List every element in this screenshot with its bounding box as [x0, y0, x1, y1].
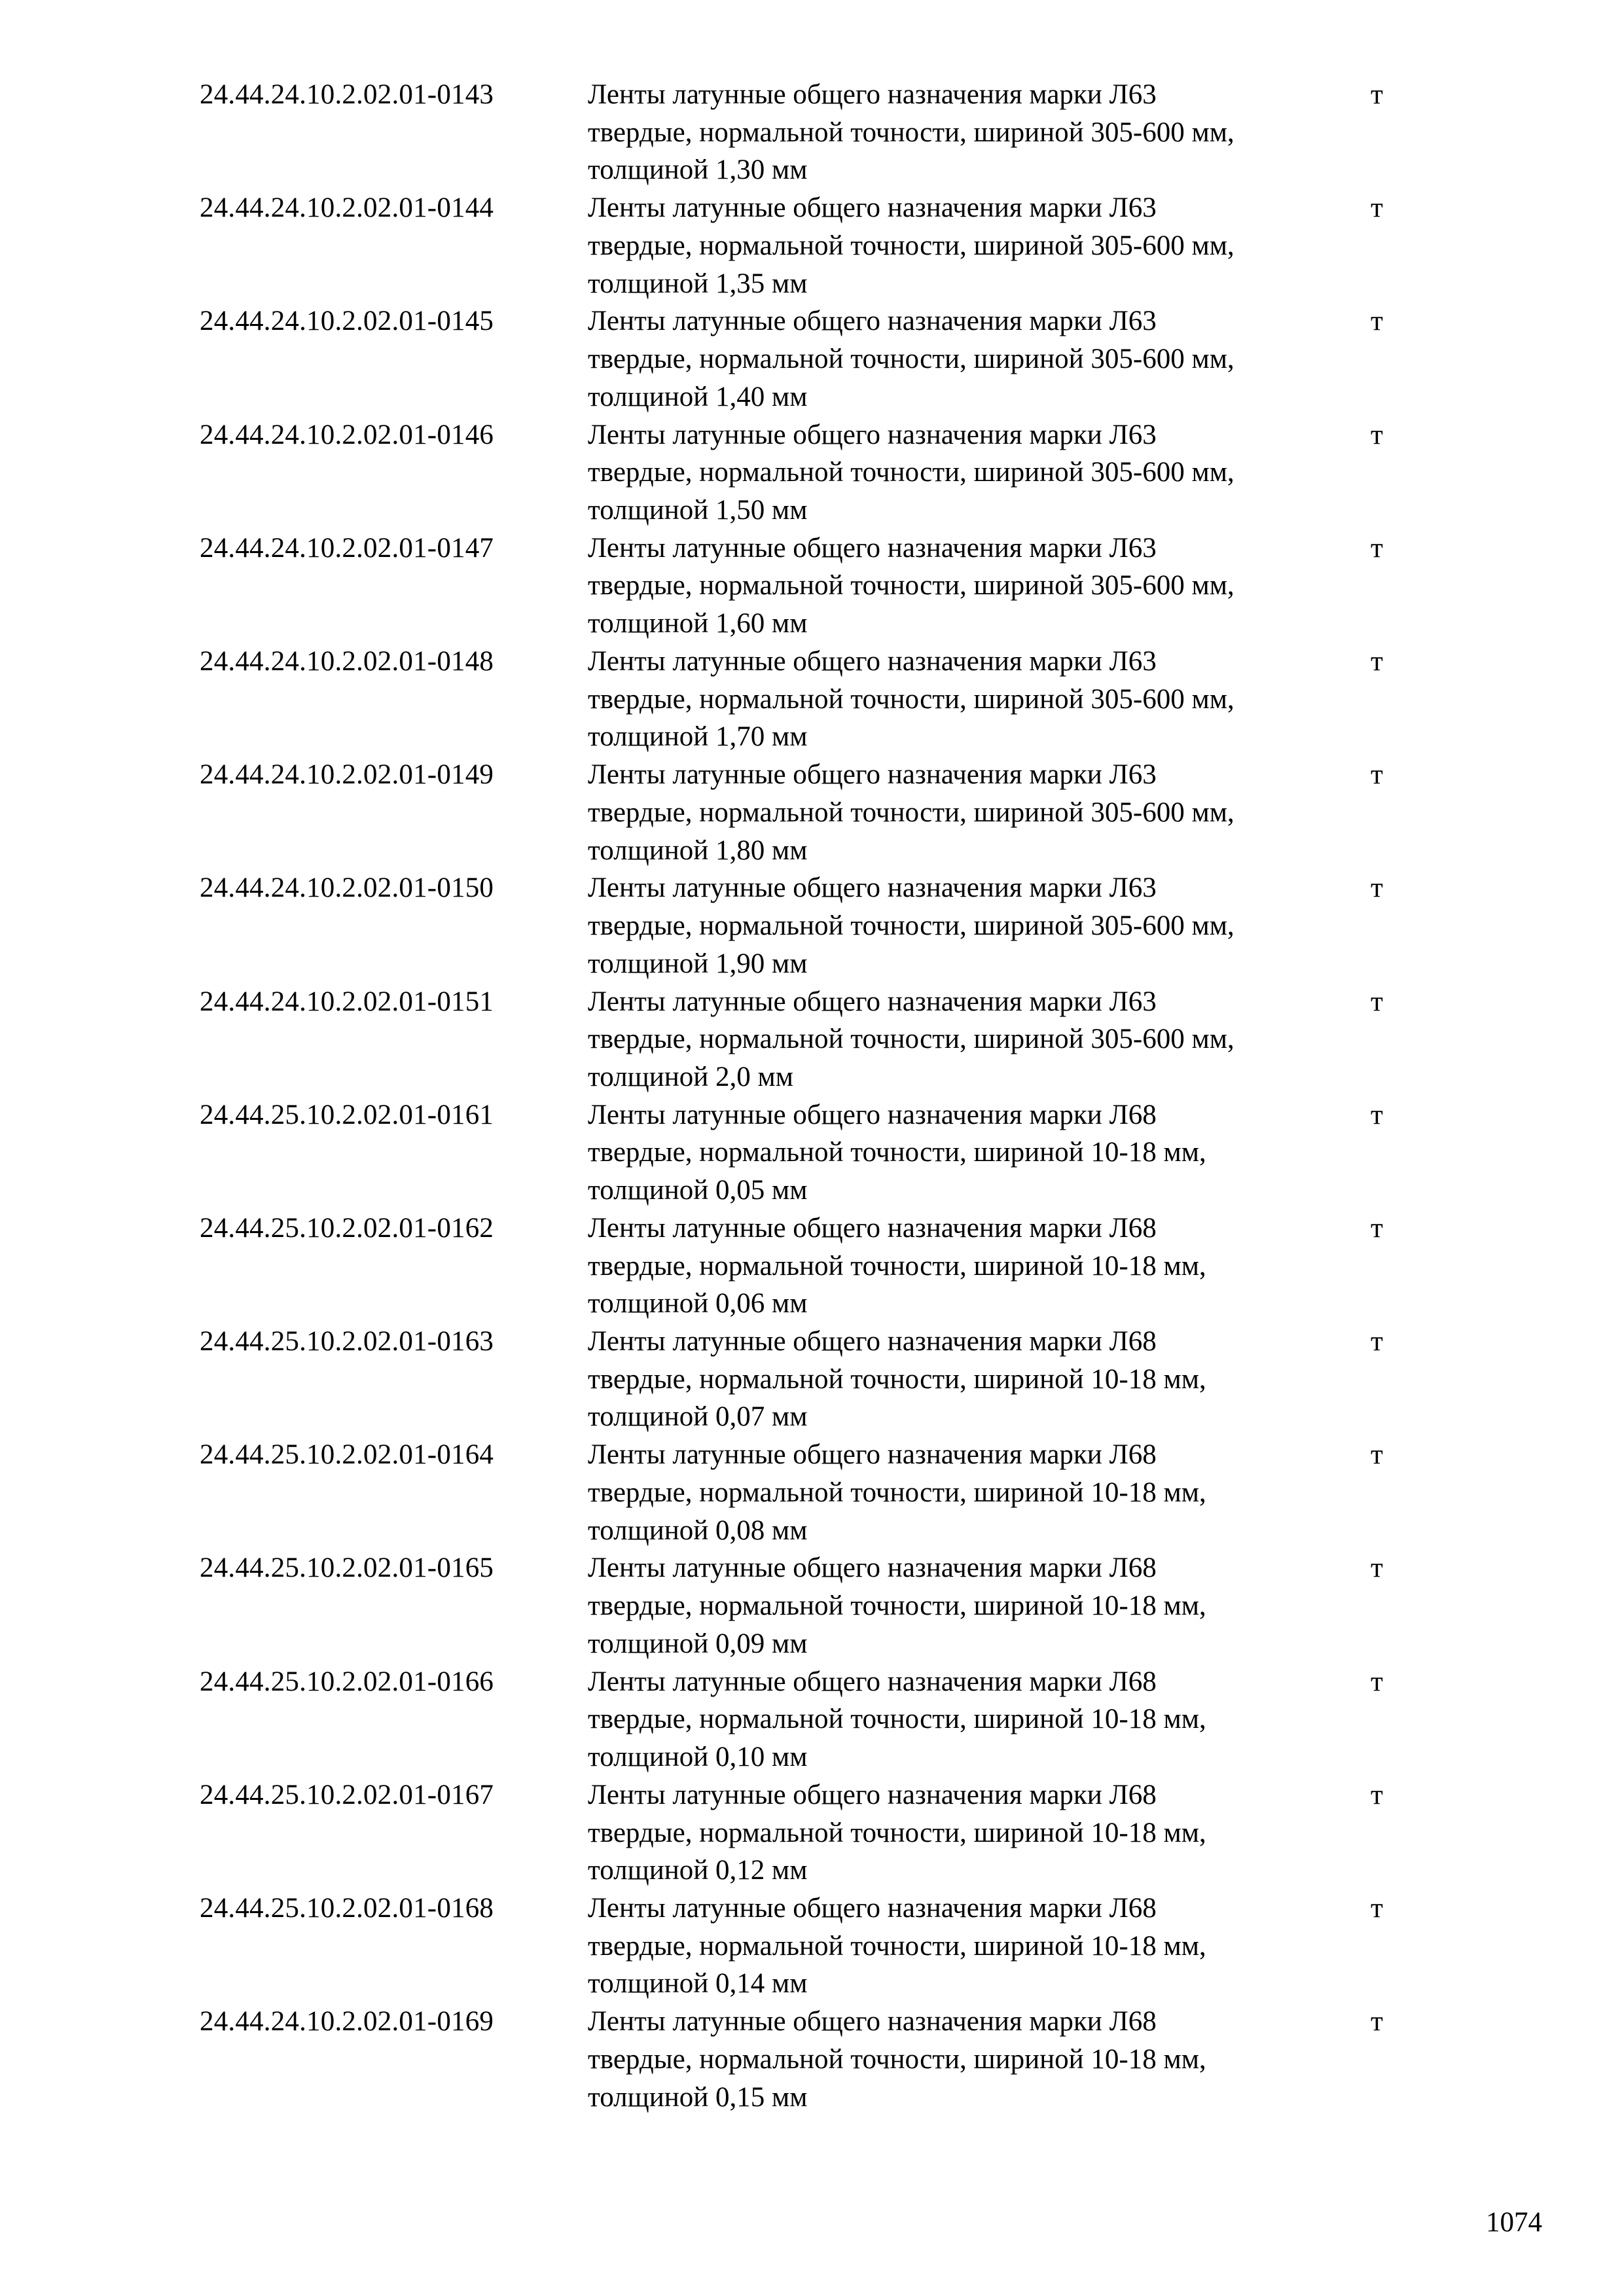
- description-line: Ленты латунные общего назначения марки Л68: [588, 1099, 1157, 1130]
- description-line: твердые, нормальной точности, шириной 10-18 мм,: [588, 1817, 1206, 1848]
- entry-list: [200, 76, 1443, 2116]
- description-line: Ленты латунные общего назначения марки Л63: [588, 306, 1157, 337]
- description-line: Ленты латунные общего назначения марки Л68: [588, 1666, 1157, 1697]
- entry-code: 24.44.25.10.2.02.01-0161: [200, 1099, 494, 1130]
- description-line: твердые, нормальной точности, шириной 10-18 мм,: [588, 1590, 1206, 1622]
- description-line: толщиной 1,70 мм: [588, 721, 808, 753]
- entry-row: [200, 1096, 1443, 1210]
- entry-unit: т: [1371, 306, 1383, 337]
- entry-row: [200, 1549, 1443, 1662]
- entry-row: [200, 416, 1443, 529]
- entry-description: [588, 643, 1371, 756]
- description-line: твердые, нормальной точности, шириной 10-18 мм,: [588, 1137, 1206, 1168]
- entry-unit: т: [1371, 419, 1383, 450]
- entry-unit: т: [1371, 1099, 1383, 1130]
- entry-unit: т: [1371, 532, 1383, 564]
- entry-code: 24.44.24.10.2.02.01-0147: [200, 532, 494, 564]
- entry-code: 24.44.24.10.2.02.01-0169: [200, 2006, 494, 2037]
- entry-code: 24.44.24.10.2.02.01-0151: [200, 986, 494, 1017]
- description-line: твердые, нормальной точности, шириной 305-600 мм,: [588, 1024, 1235, 1055]
- description-line: толщиной 2,0 мм: [588, 1061, 793, 1092]
- description-line: толщиной 1,80 мм: [588, 834, 808, 866]
- entry-description: [588, 189, 1371, 302]
- description-line: Ленты латунные общего назначения марки Л63: [588, 759, 1157, 791]
- entry-unit: т: [1371, 759, 1383, 791]
- entry-description: [588, 1663, 1371, 1776]
- description-line: твердые, нормальной точности, шириной 305-600 мм,: [588, 117, 1235, 148]
- description-line: твердые, нормальной точности, шириной 305-600 мм,: [588, 683, 1235, 715]
- entry-code: 24.44.25.10.2.02.01-0165: [200, 1552, 494, 1584]
- entry-row: [200, 1663, 1443, 1776]
- description-line: толщиной 1,35 мм: [588, 268, 808, 299]
- description-line: толщиной 1,50 мм: [588, 494, 808, 526]
- description-line: твердые, нормальной точности, шириной 10-18 мм,: [588, 1477, 1206, 1508]
- entry-unit: т: [1371, 1893, 1383, 1924]
- entry-unit: т: [1371, 1666, 1383, 1697]
- entry-code: 24.44.25.10.2.02.01-0168: [200, 1893, 494, 1924]
- description-line: Ленты латунные общего назначения марки Л68: [588, 1212, 1157, 1244]
- page-number: 1074: [1486, 2207, 1542, 2238]
- entry-description: [588, 529, 1371, 643]
- entry-row: [200, 302, 1443, 416]
- entry-description: [588, 869, 1371, 982]
- description-line: Ленты латунные общего назначения марки Л63: [588, 419, 1157, 450]
- description-line: твердые, нормальной точности, шириной 305-600 мм,: [588, 570, 1235, 601]
- description-line: Ленты латунные общего назначения марки Л63: [588, 79, 1157, 110]
- description-line: толщиной 0,12 мм: [588, 1855, 808, 1886]
- entry-code: 24.44.25.10.2.02.01-0163: [200, 1326, 494, 1357]
- entry-description: [588, 1549, 1371, 1662]
- description-line: Ленты латунные общего назначения марки Л63: [588, 645, 1157, 677]
- entry-code: 24.44.24.10.2.02.01-0150: [200, 872, 494, 904]
- description-line: твердые, нормальной точности, шириной 10-18 мм,: [588, 1704, 1206, 1735]
- description-line: Ленты латунные общего назначения марки Л63: [588, 872, 1157, 904]
- description-line: Ленты латунные общего назначения марки Л68: [588, 1893, 1157, 1924]
- description-line: толщиной 1,30 мм: [588, 154, 808, 186]
- description-line: твердые, нормальной точности, шириной 305-600 мм,: [588, 797, 1235, 828]
- entry-row: [200, 529, 1443, 643]
- description-line: толщиной 0,10 мм: [588, 1742, 808, 1773]
- entry-description: [588, 416, 1371, 529]
- entry-unit: т: [1371, 1552, 1383, 1584]
- entry-description: [588, 76, 1371, 189]
- entry-code: 24.44.24.10.2.02.01-0144: [200, 192, 494, 224]
- entry-description: [588, 983, 1371, 1096]
- description-line: твердые, нормальной точности, шириной 10-18 мм,: [588, 2043, 1206, 2075]
- entry-row: [200, 983, 1443, 1096]
- entry-description: [588, 1776, 1371, 1890]
- entry-unit: т: [1371, 1212, 1383, 1244]
- description-line: толщиной 0,09 мм: [588, 1628, 808, 1659]
- entry-row: [200, 189, 1443, 302]
- description-line: толщиной 0,07 мм: [588, 1401, 808, 1433]
- description-line: твердые, нормальной точности, шириной 305-600 мм,: [588, 457, 1235, 488]
- description-line: твердые, нормальной точности, шириной 305-600 мм,: [588, 910, 1235, 942]
- description-line: Ленты латунные общего назначения марки Л68: [588, 1552, 1157, 1584]
- entry-unit: т: [1371, 1326, 1383, 1357]
- entry-unit: т: [1371, 1779, 1383, 1810]
- entry-unit: т: [1371, 645, 1383, 677]
- entry-description: [588, 1890, 1371, 2003]
- entry-code: 24.44.24.10.2.02.01-0149: [200, 759, 494, 791]
- entry-row: [200, 1323, 1443, 1436]
- entry-row: [200, 643, 1443, 756]
- description-line: Ленты латунные общего назначения марки Л63: [588, 532, 1157, 564]
- description-line: толщиной 1,90 мм: [588, 948, 808, 979]
- entry-code: 24.44.25.10.2.02.01-0167: [200, 1779, 494, 1810]
- entry-row: [200, 1890, 1443, 2003]
- entry-unit: т: [1371, 986, 1383, 1017]
- entry-row: [200, 869, 1443, 982]
- description-line: Ленты латунные общего назначения марки Л68: [588, 1439, 1157, 1471]
- entry-code: 24.44.25.10.2.02.01-0164: [200, 1439, 494, 1471]
- entry-unit: т: [1371, 192, 1383, 224]
- entry-unit: т: [1371, 872, 1383, 904]
- entry-row: [200, 2003, 1443, 2116]
- entry-code: 24.44.24.10.2.02.01-0148: [200, 645, 494, 677]
- description-line: Ленты латунные общего назначения марки Л68: [588, 2006, 1157, 2037]
- description-line: твердые, нормальной точности, шириной 10-18 мм,: [588, 1250, 1206, 1282]
- description-line: твердые, нормальной точности, шириной 10-18 мм,: [588, 1930, 1206, 1962]
- entry-row: [200, 756, 1443, 869]
- entry-row: [200, 1776, 1443, 1890]
- description-line: твердые, нормальной точности, шириной 10-18 мм,: [588, 1363, 1206, 1395]
- entry-unit: т: [1371, 79, 1383, 110]
- entry-code: 24.44.24.10.2.02.01-0143: [200, 79, 494, 110]
- entry-description: [588, 1210, 1371, 1323]
- description-line: твердые, нормальной точности, шириной 305-600 мм,: [588, 230, 1235, 261]
- entry-description: [588, 1323, 1371, 1436]
- entry-code: 24.44.25.10.2.02.01-0166: [200, 1666, 494, 1697]
- entry-unit: т: [1371, 2006, 1383, 2037]
- entry-description: [588, 756, 1371, 869]
- entry-row: [200, 76, 1443, 189]
- description-line: Ленты латунные общего назначения марки Л68: [588, 1779, 1157, 1810]
- entry-row: [200, 1436, 1443, 1549]
- description-line: толщиной 1,40 мм: [588, 381, 808, 412]
- description-line: толщиной 0,05 мм: [588, 1175, 808, 1206]
- entry-code: 24.44.25.10.2.02.01-0162: [200, 1212, 494, 1244]
- entry-row: [200, 1210, 1443, 1323]
- entry-code: 24.44.24.10.2.02.01-0145: [200, 306, 494, 337]
- entry-description: [588, 1096, 1371, 1210]
- description-line: толщиной 1,60 мм: [588, 608, 808, 639]
- description-line: толщиной 0,06 мм: [588, 1288, 808, 1319]
- entry-description: [588, 302, 1371, 416]
- description-line: толщиной 0,15 мм: [588, 2081, 808, 2113]
- description-line: Ленты латунные общего назначения марки Л63: [588, 986, 1157, 1017]
- description-line: толщиной 0,08 мм: [588, 1515, 808, 1546]
- entry-unit: т: [1371, 1439, 1383, 1471]
- entry-description: [588, 1436, 1371, 1549]
- entry-description: [588, 2003, 1371, 2116]
- description-line: Ленты латунные общего назначения марки Л63: [588, 192, 1157, 224]
- entry-code: 24.44.24.10.2.02.01-0146: [200, 419, 494, 450]
- description-line: Ленты латунные общего назначения марки Л68: [588, 1326, 1157, 1357]
- description-line: твердые, нормальной точности, шириной 305-600 мм,: [588, 344, 1235, 375]
- description-line: толщиной 0,14 мм: [588, 1968, 808, 2000]
